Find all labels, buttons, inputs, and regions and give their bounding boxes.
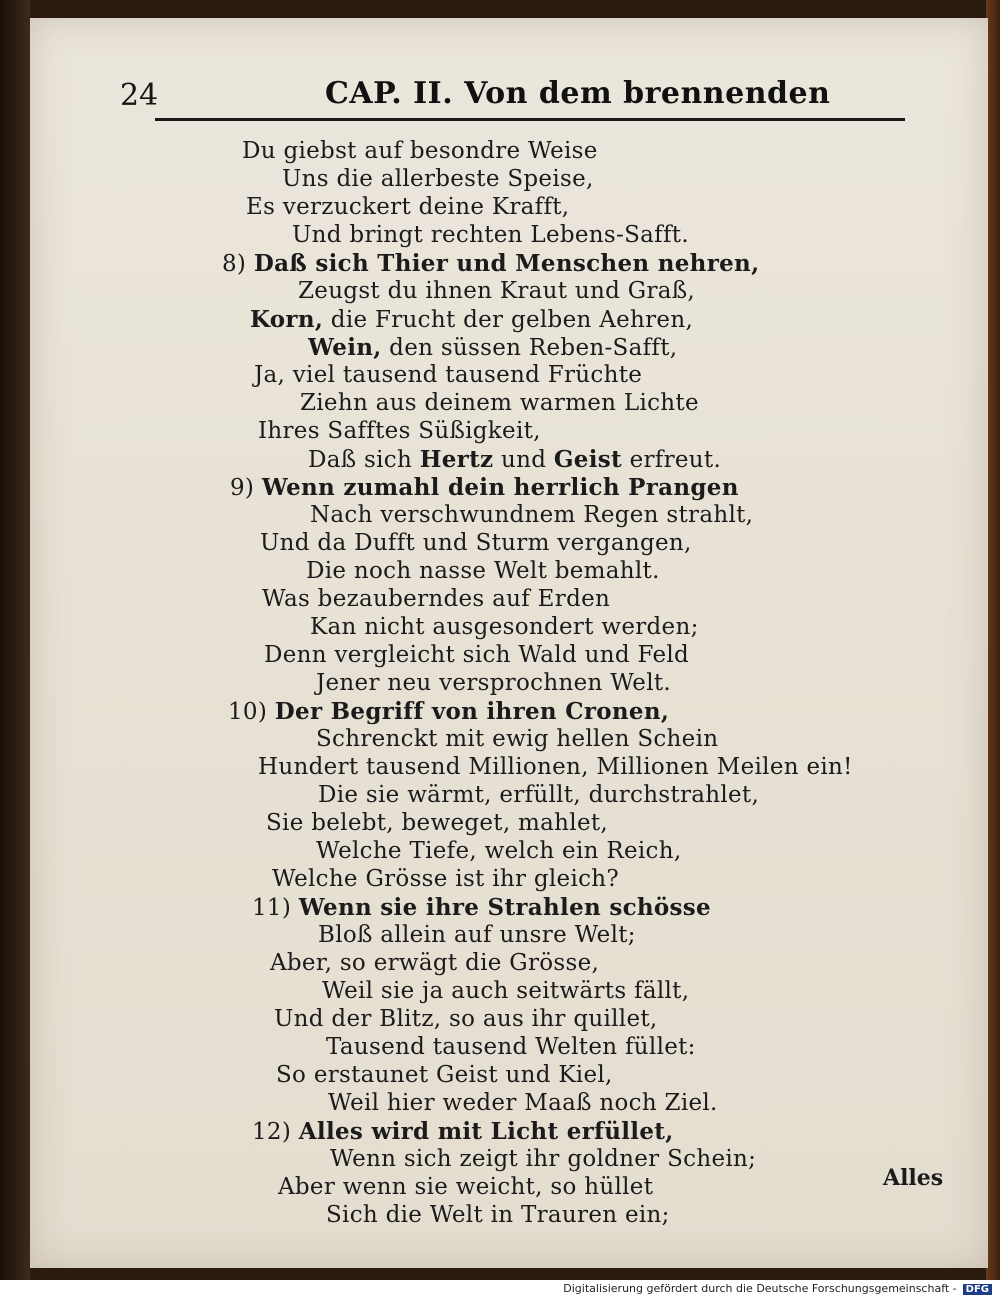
verse-emphasis: Der Begriff von ihren Cronen, — [274, 698, 670, 725]
verse-text: Wenn sich zeigt ihr goldner Schein; — [330, 1146, 757, 1172]
verse-line — [306, 558, 660, 584]
verse-text: So erstaunet Geist und Kiel, — [276, 1062, 613, 1088]
verse-line — [316, 670, 671, 696]
verse-line — [252, 894, 711, 921]
catchword: Alles — [883, 1165, 944, 1191]
verse-line — [228, 698, 669, 725]
verse-line — [282, 166, 594, 192]
verse-emphasis: Wein, — [308, 334, 382, 361]
verse-text: Aber wenn sie weicht, so hüllet — [278, 1174, 654, 1200]
verse-text: Die noch nasse Welt bemahlt. — [306, 558, 660, 584]
verse-line — [318, 782, 759, 808]
verse-line — [292, 222, 689, 248]
verse-emphasis: Geist — [553, 446, 622, 473]
verse-text: Uns die allerbeste Speise, — [282, 166, 594, 192]
stanza-number: 9) — [230, 475, 255, 501]
digitization-footer — [563, 1282, 992, 1295]
verse-line — [316, 838, 681, 864]
verse-line — [326, 1202, 670, 1228]
verse-line — [242, 138, 598, 164]
page-number: 24 — [120, 78, 159, 113]
verse-text: Weil sie ja auch seitwärts fällt, — [322, 978, 690, 1004]
verse-line — [270, 950, 599, 976]
verse-text: Zeugst du ihnen Kraut und Graß, — [298, 278, 696, 304]
verse-text: Und da Dufft und Sturm vergangen, — [260, 530, 692, 556]
verse-text: Es verzuckert deine Krafft, — [246, 194, 570, 220]
verse-emphasis: Korn, — [250, 306, 324, 333]
verse-text: und — [493, 447, 554, 473]
verse-text: Was bezauberndes auf Erden — [262, 586, 611, 612]
verse-line — [308, 334, 677, 361]
verse-text: Bloß allein auf unsre Welt; — [318, 922, 636, 948]
verse-line — [278, 1174, 653, 1200]
verse-line — [322, 978, 689, 1004]
verse-line — [272, 866, 619, 892]
verse-text: Schrenckt mit ewig hellen Schein — [316, 726, 719, 752]
verse-line — [326, 1034, 696, 1060]
verse-text: Daß sich — [308, 447, 420, 473]
verse-text: Jener neu versprochnen Welt. — [316, 670, 672, 696]
verse-text: Tausend tausend Welten füllet: — [326, 1034, 696, 1060]
book-binding-edge — [0, 0, 30, 1280]
running-header — [120, 78, 900, 124]
verse-line — [264, 642, 689, 668]
verse-line — [316, 726, 718, 752]
verse-text: Ja, viel tausend tausend Früchte — [254, 362, 643, 388]
header-rule — [155, 118, 905, 121]
verse-text: Welche Grösse ist ihr gleich? — [272, 866, 620, 892]
book-cover-edge — [986, 0, 1000, 1280]
verse-line — [310, 502, 753, 528]
verse-text: Und bringt rechten Lebens-Safft. — [292, 222, 689, 248]
verse-text: Nach verschwundnem Regen strahlt, — [310, 502, 754, 528]
stanza-number: 12) — [252, 1119, 292, 1145]
verse-line — [252, 1118, 674, 1145]
verse-text: Ihres Safftes Süßigkeit, — [258, 418, 541, 444]
verse-line — [310, 614, 699, 640]
verse-line — [308, 446, 721, 473]
verse-line — [330, 1146, 756, 1172]
stanza-number: 10) — [228, 699, 268, 725]
verse-line — [258, 418, 541, 444]
verse-line — [298, 278, 695, 304]
verse-text: den süssen Reben-Safft, — [381, 335, 678, 361]
verse-emphasis: Daß sich Thier und Menschen nehren, — [253, 250, 760, 277]
verse-line — [246, 194, 569, 220]
verse-line — [266, 810, 608, 836]
verse-text: Welche Tiefe, welch ein Reich, — [316, 838, 682, 864]
verse-text: Hundert tausend Millionen, Millionen Meilen ein! — [258, 754, 853, 780]
verse-line — [260, 530, 692, 556]
verse-line — [274, 1006, 658, 1032]
stanza-number: 11) — [252, 895, 292, 921]
verse-emphasis: Hertz — [419, 446, 494, 473]
verse-text: Aber, so erwägt die Grösse, — [270, 950, 600, 976]
verse-text: Die sie wärmt, erfüllt, durchstrahlet, — [318, 782, 760, 808]
dfg-logo: DFG — [963, 1284, 992, 1295]
verse-text: erfreut. — [621, 447, 722, 473]
verse-text: Du giebst auf besondre Weise — [242, 138, 598, 164]
running-title: CAP. II. Von dem brennenden — [325, 76, 831, 111]
verse-line — [258, 754, 853, 780]
verse-emphasis: Wenn sie ihre Strahlen schösse — [298, 894, 711, 921]
stanza-number: 8) — [222, 251, 247, 277]
verse-text: Ziehn aus deinem warmen Lichte — [300, 390, 699, 416]
verse-line — [262, 586, 610, 612]
verse-line — [318, 922, 636, 948]
verse-text: Denn vergleicht sich Wald und Feld — [264, 642, 690, 668]
verse-line — [222, 250, 759, 277]
footer-text: Digitalisierung gefördert durch die Deutsche Forschungsgemeinschaft - — [563, 1282, 957, 1295]
verse-emphasis: Alles wird mit Licht erfüllet, — [298, 1118, 674, 1145]
verse-line — [230, 474, 739, 501]
verse-line — [250, 306, 693, 333]
verse-text: Kan nicht ausgesondert werden; — [310, 614, 699, 640]
verse-line — [276, 1062, 613, 1088]
verse-line — [328, 1090, 718, 1116]
verse-line — [300, 390, 699, 416]
verse-text: die Frucht der gelben Aehren, — [323, 307, 694, 333]
verse-text: Sich die Welt in Trauren ein; — [326, 1202, 670, 1228]
verse-text: Sie belebt, beweget, mahlet, — [266, 810, 609, 836]
verse-line — [254, 362, 642, 388]
verse-text: Und der Blitz, so aus ihr quillet, — [274, 1006, 658, 1032]
verse-emphasis: Wenn zumahl dein herrlich Prangen — [261, 474, 739, 501]
verse-text: Weil hier weder Maaß noch Ziel. — [328, 1090, 718, 1116]
